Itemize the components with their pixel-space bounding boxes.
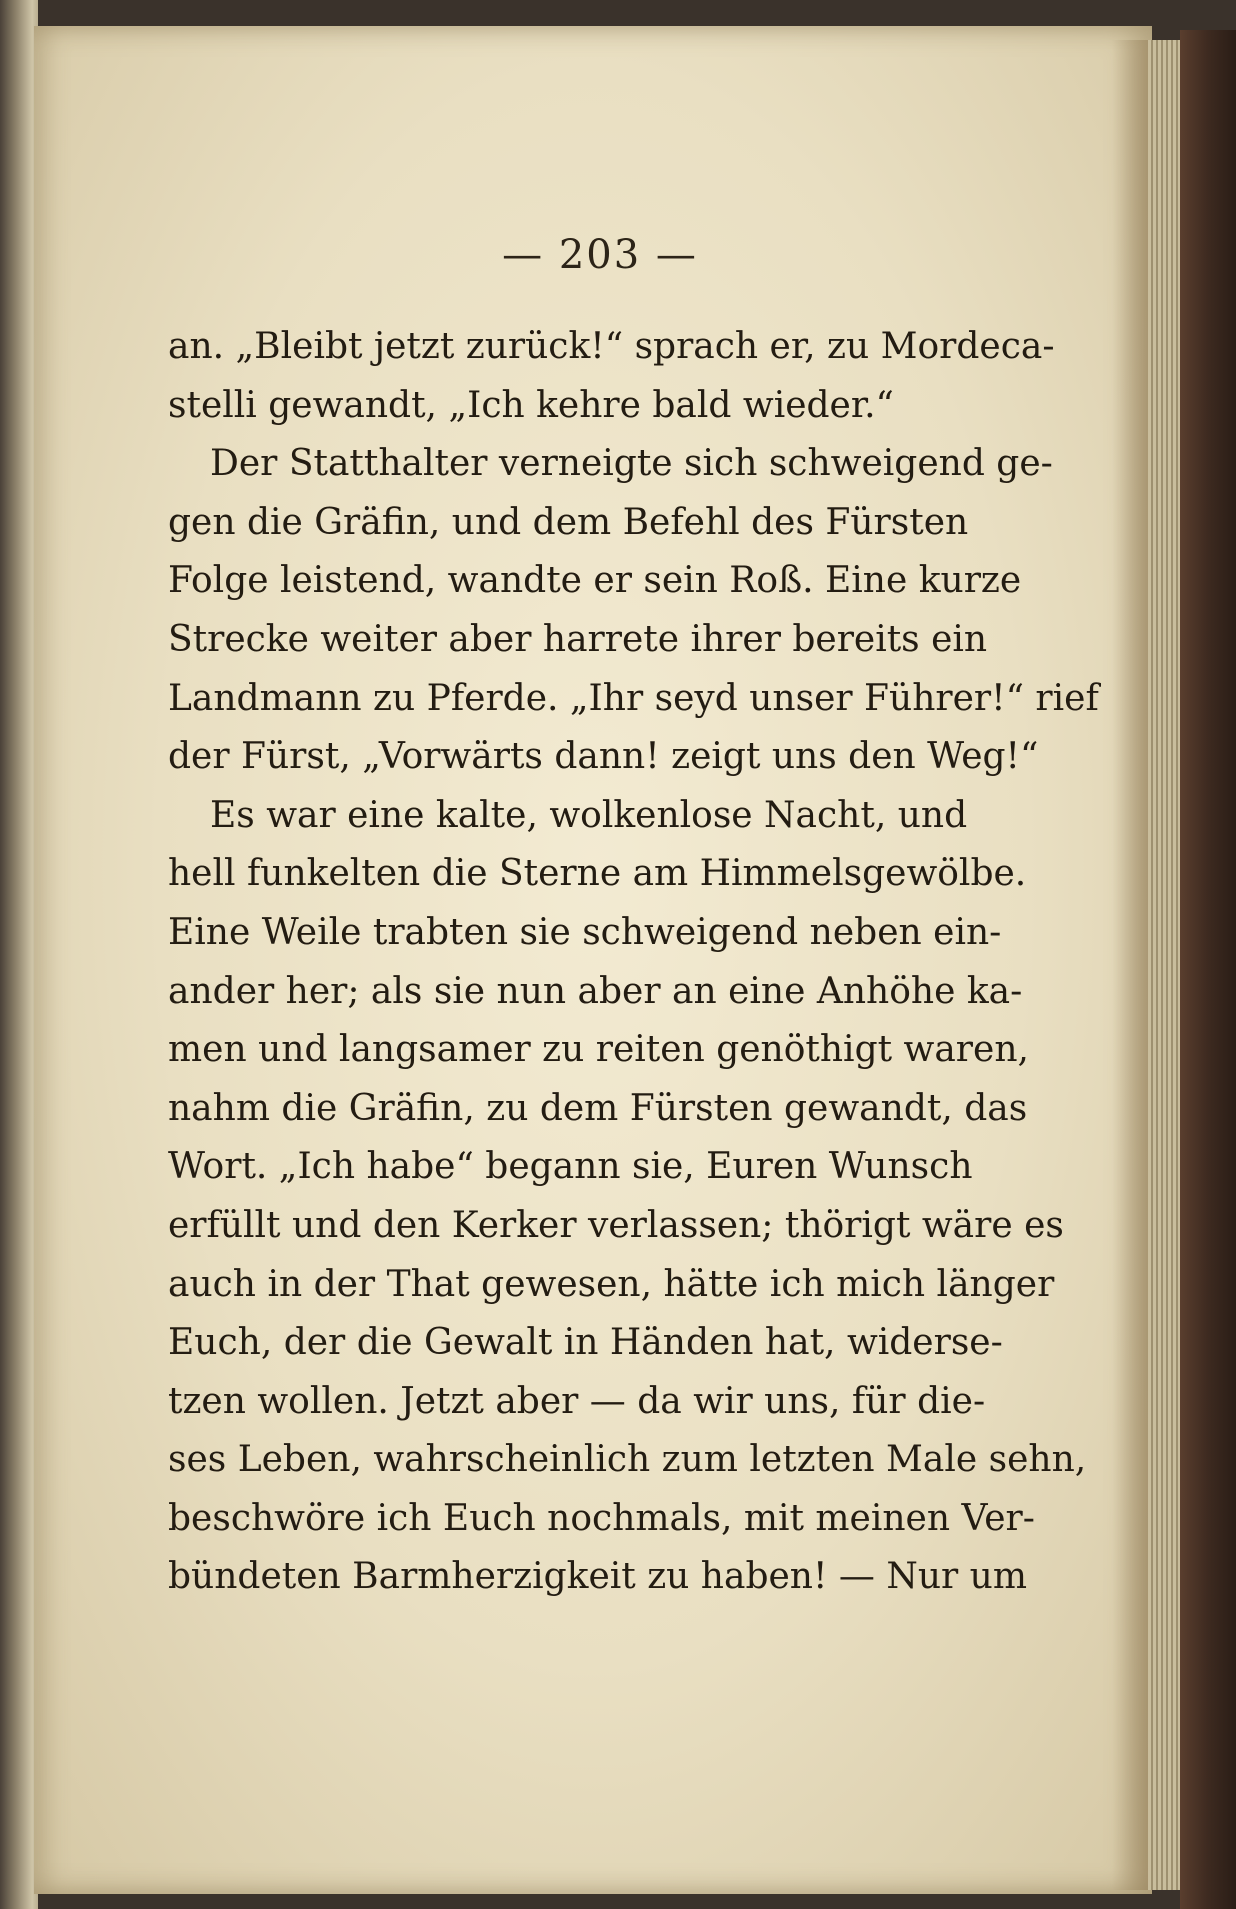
text-line: erfüllt und den Kerker verlassen; thörigt wäre es — [168, 1204, 1064, 1246]
text-line: Euch, der die Gewalt in Händen hat, widerse- — [168, 1322, 1003, 1364]
text-line: men und langsamer zu reiten genöthigt waren, — [168, 1029, 1029, 1071]
body-text — [168, 318, 1099, 1607]
text-line: ses Leben, wahrscheinlich zum letzten Male sehn, — [168, 1439, 1087, 1481]
text-line: Eine Weile trabten sie schweigend neben ein- — [168, 911, 1002, 953]
text-line: stelli gewandt, „Ich kehre bald wieder.“ — [168, 384, 894, 426]
text-line: Landmann zu Pferde. „Ihr seyd unser Führer!“ rief — [168, 677, 1099, 719]
text-line: nahm die Gräfin, zu dem Fürsten gewandt, das — [168, 1087, 1028, 1129]
text-line: Es war eine kalte, wolkenlose Nacht, und — [210, 794, 968, 836]
text-line: gen die Gräfin, und dem Befehl des Fürsten — [168, 501, 969, 543]
text-line: Strecke weiter aber harrete ihrer bereits ein — [168, 618, 988, 660]
text-line: beschwöre ich Euch nochmals, mit meinen Ver- — [168, 1497, 1035, 1539]
text-line: tzen wollen. Jetzt aber — da wir uns, für die- — [168, 1380, 986, 1422]
left-page-edge — [0, 0, 38, 1909]
text-line: der Fürst, „Vorwärts dann! zeigt uns den Weg!“ — [168, 736, 1039, 778]
text-line: auch in der That gewesen, hätte ich mich länger — [168, 1263, 1055, 1305]
text-line: bündeten Barmherzigkeit zu haben! — Nur um — [168, 1556, 1027, 1598]
page-number: — 203 — — [502, 232, 698, 278]
page-stack-edge — [1148, 40, 1182, 1890]
page-gutter-shadow — [1112, 40, 1152, 1890]
text-line: hell funkelten die Sterne am Himmelsgewölbe. — [168, 853, 1027, 895]
text-line: ander her; als sie nun aber an eine Anhöhe ka- — [168, 970, 1023, 1012]
text-line: Der Statthalter verneigte sich schweigend ge- — [210, 443, 1053, 485]
book-cover-edge — [1180, 30, 1236, 1909]
text-line: Folge leistend, wandte er sein Roß. Eine kurze — [168, 560, 1022, 602]
text-line: an. „Bleibt jetzt zurück!“ sprach er, zu Mordeca- — [168, 326, 1055, 367]
text-line: Wort. „Ich habe“ begann sie, Euren Wunsch — [168, 1146, 973, 1188]
